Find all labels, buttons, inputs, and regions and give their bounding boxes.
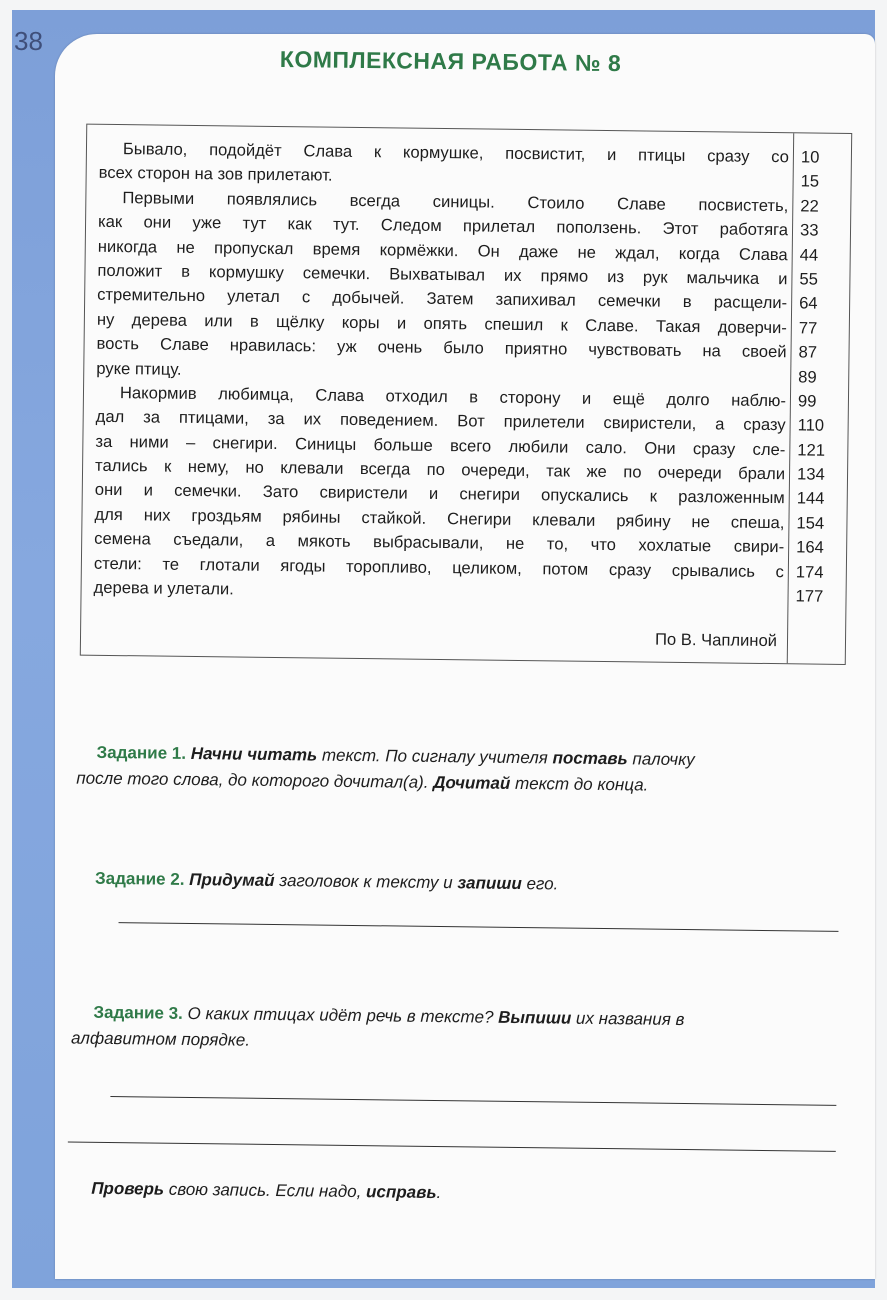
passage-line: никогда не пропускал время кормёжки. Он даже не ждал, когда Слава [97,236,788,264]
passage-line: положит в кормушку семечки. Выхватывал их прямо из рук мальчика и [97,260,788,289]
task-1 [76,740,857,801]
passage-line: Накормив любимца, Слава отходил в сторону и ещё долго наблю- [119,382,787,411]
task-1-label: Задание 1. [96,742,187,763]
task-2-bold-write: запиши [457,873,522,894]
passage-line: стремительно улетал с добычей. Затем запихивал семечки в расщели- [97,285,788,313]
page-title: КОМПЛЕКСНАЯ РАБОТА № 8 [279,46,622,77]
passage-line: ну дерева или в щёлку коры и опять спешил к Славе. Такая доверчи- [96,309,787,337]
passage-line: дерева и улетали. [93,577,234,599]
passage-line: всех сторон на зов прилетают. [98,163,333,186]
passage-author: По В. Чаплиной [654,629,778,651]
task-2 [95,866,855,901]
passage-line: тались к нему, но клевали всегда по очереди, так же по очереди брали [94,455,786,484]
task-1-line-2: после того слова, до которого дочитал(а). [76,768,434,792]
check-bold-correct: исправь [365,1182,437,1202]
task-3-bold-write-out: Выпиши [498,1007,572,1028]
word-count: 22 [800,196,819,216]
task-2-text: заголовок к тексту и [274,870,458,893]
word-count: 134 [796,464,825,484]
passage-line: руке птицу. [96,358,182,379]
word-count: 144 [796,488,825,509]
task-3-answer-line-1[interactable] [110,1096,836,1106]
task-2-label: Задание 2. [94,868,185,889]
passage-line: за ними – снегири. Синицы больше всего любили сало. Они сразу сле- [95,431,786,459]
page-number: 38 [14,26,43,56]
task-2-answer-line[interactable] [119,922,839,932]
check-text: свою запись. Если надо, [163,1179,367,1202]
word-count: 99 [797,391,817,411]
passage-line: стели: те глотали ягоды торопливо, целиком, потом сразу срывались с [93,553,784,581]
check-instruction [91,1176,851,1211]
task-1-bold-put: поставь [552,748,628,769]
word-count: 55 [799,269,819,289]
task-1-text-end: палочку [627,749,695,770]
word-count: 177 [795,586,824,606]
check-text-end: . [436,1182,442,1203]
passage-line: дал за птицами, за их поведением. Вот прилетели свиристели, а сразу [95,407,786,435]
word-count: 154 [796,513,825,533]
word-count: 77 [798,318,818,338]
task-2-bold-invent: Придумай [189,869,275,890]
word-count: 110 [797,415,825,435]
passage-line: для них гроздьям рябины стайкой. Снегири клевали рябину не спеша, [94,504,785,533]
word-count-column [795,145,847,609]
task-1-text: текст. По сигналу учителя [317,745,553,768]
word-count: 87 [798,342,818,362]
passage-line: как они уже тут как тут. Следом прилетал поползень. Этот работяга [97,211,789,240]
task-3-text-end: их названия в [571,1008,685,1030]
passage-line: семена съедали, а мякоть выбрасывали, не то, что хохлатые свири- [94,529,785,557]
passage-line: вость Славе нравилась: уж очень было приятно чувствовать на своей [96,333,787,362]
word-count: 33 [799,220,819,240]
task-2-text-end: его. [521,874,559,894]
word-count: 164 [796,537,824,557]
check-bold-verify: Проверь [91,1178,165,1199]
word-count: 121 [797,440,826,460]
word-count: 174 [795,561,824,582]
task-3 [70,1000,854,1061]
task-1-bold-start-reading: Начни читать [190,743,318,765]
word-count: 44 [799,244,819,265]
task-1-line-2-end: текст до конца. [510,773,649,795]
reading-passage-box [80,124,852,665]
passage-line: Первыми появлялись всегда синицы. Стоило Славе посвистеть, [122,187,789,216]
word-count: 15 [800,171,820,191]
task-3-text: О каких птицах идёт речь в тексте? [182,1003,499,1027]
reading-passage [93,137,789,609]
task-3-line-2: алфавитном порядке. [70,1028,251,1050]
task-3-label: Задание 3. [93,1002,183,1023]
task-3-answer-line-2[interactable] [68,1141,836,1151]
task-1-bold-finish: Дочитай [433,772,511,793]
passage-line: Бывало, подойдёт Слава к кормушке, посвистит, и птицы сразу со [122,139,790,167]
passage-line: они и семечки. Зато свиристели и снегири опускались к разложенным [94,480,785,508]
word-count: 64 [799,293,818,313]
word-count: 89 [798,366,817,387]
word-count: 10 [800,147,820,167]
